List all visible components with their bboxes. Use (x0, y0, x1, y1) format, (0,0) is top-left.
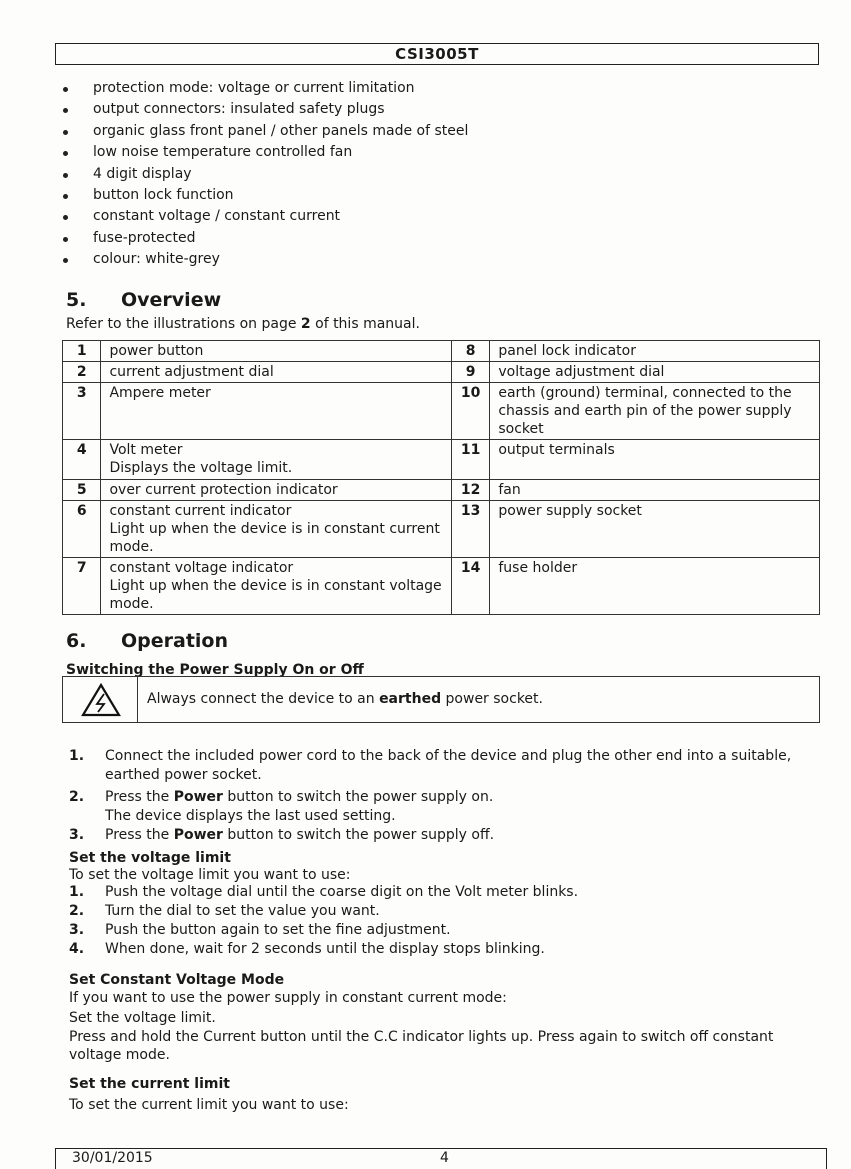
switching-steps (69, 747, 809, 845)
table-row (63, 440, 820, 480)
item-number: 7 (63, 558, 101, 615)
item-title: fan (498, 482, 521, 498)
item-description (101, 362, 451, 383)
item-title: fuse holder (498, 560, 578, 576)
table-row (63, 558, 820, 615)
table-row (63, 341, 820, 362)
item-title: earth (ground) terminal, connected to the chassis and earth pin of the power supply socket (498, 385, 792, 437)
cv-text: voltage mode. (69, 1047, 170, 1063)
table-row (63, 383, 820, 440)
item-number: 14 (451, 558, 489, 615)
item-description (101, 383, 451, 440)
warning-emphasis: earthed (379, 691, 442, 707)
section-number: 6. (66, 630, 87, 652)
item-number: 2 (63, 362, 101, 383)
item-number: 4 (63, 440, 101, 480)
item-description (101, 558, 451, 615)
step-text: Press the (105, 827, 174, 843)
item-description (490, 341, 820, 362)
step-emphasis: Power (173, 827, 223, 843)
step-item (69, 902, 578, 921)
item-number: 8 (451, 341, 489, 362)
step-text: button to switch the power supply off. (222, 827, 495, 843)
item-title: output terminals (498, 442, 615, 458)
item-detail: Light up when the device is in constant voltage mode. (109, 578, 442, 612)
item-title: power button (109, 343, 204, 359)
item-description (490, 440, 820, 480)
feature-item: protection mode: voltage or current limitation (63, 78, 468, 99)
section-title: Operation (121, 630, 229, 652)
subheading-voltage-limit: Set the voltage limit (69, 850, 231, 866)
section-number: 5. (66, 289, 87, 311)
item-description (101, 501, 451, 558)
section-heading-operation (66, 630, 228, 652)
item-detail: Light up when the device is in constant current mode. (109, 521, 440, 555)
feature-item: button lock function (63, 185, 468, 206)
step-item (69, 788, 809, 826)
overview-intro (66, 316, 420, 332)
intro-page-ref: 2 (300, 316, 311, 332)
step-number: 1. (69, 748, 85, 764)
item-title: voltage adjustment dial (498, 364, 665, 380)
step-text: Connect the included power cord to the back of the device and plug the other end into a suitable, earthed power socket. (105, 748, 792, 783)
voltage-steps (69, 883, 578, 959)
item-detail: Displays the voltage limit. (109, 460, 293, 476)
item-number: 13 (451, 501, 489, 558)
warning-box (62, 676, 820, 723)
overview-table (62, 340, 820, 615)
item-description (490, 501, 820, 558)
step-item (69, 883, 578, 902)
item-title: constant voltage indicator (109, 560, 294, 576)
item-description (490, 558, 820, 615)
item-number: 12 (451, 480, 489, 501)
subheading-current-limit: Set the current limit (69, 1076, 230, 1092)
warning-text-part: Always connect the device to an (147, 691, 380, 707)
item-number: 5 (63, 480, 101, 501)
item-description (101, 440, 451, 480)
page-number: 4 (440, 1150, 449, 1166)
step-text: Push the voltage dial until the coarse digit on the Volt meter blinks. (105, 884, 579, 900)
step-text: Push the button again to set the fine adjustment. (105, 922, 451, 938)
item-title: current adjustment dial (109, 364, 274, 380)
item-description (490, 480, 820, 501)
intro-text: Refer to the illustrations on page (66, 316, 301, 332)
subheading-switching: Switching the Power Supply On or Off (66, 662, 364, 678)
feature-item: output connectors: insulated safety plugs (63, 99, 468, 120)
item-description (101, 341, 451, 362)
current-intro: To set the current limit you want to use: (69, 1097, 349, 1113)
item-number: 1 (63, 341, 101, 362)
step-number: 2. (69, 903, 85, 919)
item-number: 6 (63, 501, 101, 558)
item-title: over current protection indicator (109, 482, 338, 498)
step-number: 2. (69, 789, 85, 805)
table-row (63, 501, 820, 558)
cv-text: If you want to use the power supply in constant current mode: (69, 990, 507, 1006)
item-title: Ampere meter (109, 385, 211, 401)
step-item (69, 940, 578, 959)
step-emphasis: Power (173, 789, 223, 805)
cv-text: Set the voltage limit. (69, 1010, 216, 1026)
item-description (490, 362, 820, 383)
step-number: 4. (69, 941, 85, 957)
step-text: button to switch the power supply on. (222, 789, 494, 805)
model-code: CSI3005T (395, 45, 479, 63)
table-row (63, 480, 820, 501)
warning-text (147, 691, 543, 707)
item-description (490, 383, 820, 440)
item-title: Volt meter (109, 442, 183, 458)
step-number: 3. (69, 827, 85, 843)
step-item (69, 826, 809, 845)
step-item (69, 921, 578, 940)
step-item (69, 747, 809, 785)
warning-text-part: power socket. (441, 691, 543, 707)
item-number: 10 (451, 383, 489, 440)
step-note: The device displays the last used setting. (105, 808, 396, 824)
feature-item: constant voltage / constant current (63, 206, 468, 227)
voltage-intro: To set the voltage limit you want to use: (69, 867, 351, 883)
warning-icon-cell (63, 677, 138, 722)
step-number: 3. (69, 922, 85, 938)
item-description (101, 480, 451, 501)
table-row (63, 362, 820, 383)
intro-text: of this manual. (310, 316, 420, 332)
step-text: When done, wait for 2 seconds until the display stops blinking. (105, 941, 545, 957)
subheading-constant-voltage: Set Constant Voltage Mode (69, 972, 285, 988)
feature-item: fuse-protected (63, 228, 468, 249)
feature-item: 4 digit display (63, 164, 468, 185)
step-text: Press the (105, 789, 174, 805)
cv-text: Press and hold the Current button until the C.C indicator lights up. Press again to switch off constant (69, 1029, 774, 1045)
step-number: 1. (69, 884, 85, 900)
feature-item: organic glass front panel / other panels made of steel (63, 121, 468, 142)
item-number: 9 (451, 362, 489, 383)
section-heading-overview (66, 289, 221, 311)
electrical-hazard-warning-icon (81, 683, 121, 717)
item-title: panel lock indicator (498, 343, 636, 359)
feature-list (63, 78, 468, 271)
feature-item: low noise temperature controlled fan (63, 142, 468, 163)
step-text: Turn the dial to set the value you want. (105, 903, 380, 919)
item-number: 3 (63, 383, 101, 440)
item-title: power supply socket (498, 503, 642, 519)
item-title: constant current indicator (109, 503, 292, 519)
feature-item: colour: white-grey (63, 249, 468, 270)
footer-date: 30/01/2015 (72, 1150, 153, 1166)
section-title: Overview (121, 289, 222, 311)
item-number: 11 (451, 440, 489, 480)
header-bar (55, 43, 819, 65)
